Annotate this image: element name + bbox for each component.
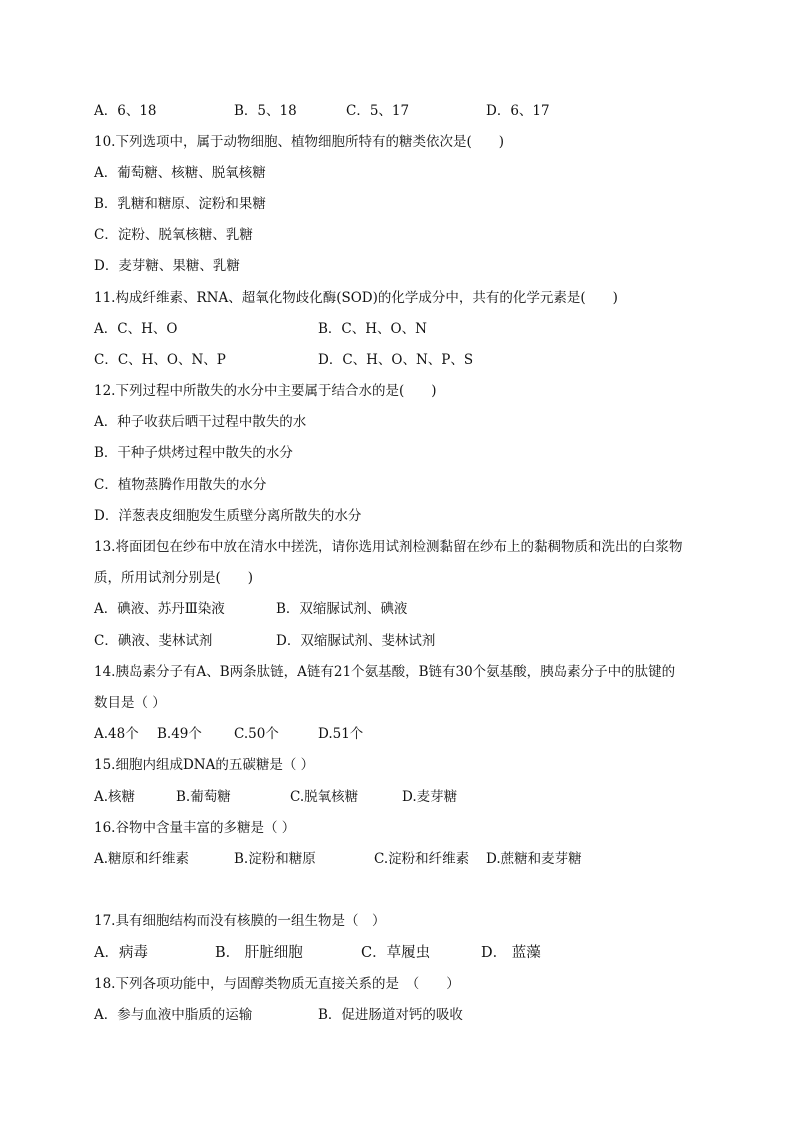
q18-option-b: B．促进肠道对钙的吸收 xyxy=(318,1007,463,1023)
q16-option-d: D.蔗糖和麦芽糖 xyxy=(486,851,582,867)
q14-option-a: A.48个 xyxy=(94,726,139,742)
q13-option-b: B．双缩脲试剂、碘液 xyxy=(276,601,408,617)
q17-option-d: D． 蓝藻 xyxy=(481,945,541,961)
q16-stem: 16.谷物中含量丰富的多糖是（ ） xyxy=(94,820,296,836)
q14-option-d: D.51个 xyxy=(318,726,364,742)
q12-stem: 12.下列过程中所散失的水分中主要属于结合水的是( ) xyxy=(94,383,437,399)
q17-option-c: C．草履虫 xyxy=(361,945,431,961)
q11-option-d: D．C、H、O、N、P、S xyxy=(318,352,474,368)
q11-stem: 11.构成纤维素、RNA、超氧化物歧化酶(SOD)的化学成分中，共有的化学元素是( ) xyxy=(94,290,618,306)
q18-stem: 18.下列各项功能中，与固醇类物质无直接关系的是 （ ） xyxy=(94,976,460,992)
q10-option-c: C．淀粉、脱氧核糖、乳糖 xyxy=(94,227,253,243)
q15-option-d: D.麦芽糖 xyxy=(402,789,458,805)
q15-option-c: C.脱氧核糖 xyxy=(290,789,359,805)
q13-option-a: A．碘液、苏丹Ⅲ染液 xyxy=(94,601,225,617)
q10-stem: 10.下列选项中，属于动物细胞、植物细胞所特有的糖类依次是( ) xyxy=(94,134,505,150)
q9-option-b: B．5、18 xyxy=(234,103,297,119)
q13-option-c: C．碘液、斐林试剂 xyxy=(94,633,213,649)
q12-option-b: B．干种子烘烤过程中散失的水分 xyxy=(94,445,293,461)
q13-option-d: D．双缩脲试剂、斐林试剂 xyxy=(276,633,436,649)
q9-option-d: D．6、17 xyxy=(486,103,550,119)
q13-stem-line1: 13.将面团包在纱布中放在清水中搓洗，请你选用试剂检测黏留在纱布上的黏稠物质和洗出的白浆物 xyxy=(94,539,683,555)
q10-option-d: D．麦芽糖、果糖、乳糖 xyxy=(94,258,240,274)
q11-option-b: B．C、H、O、N xyxy=(318,321,427,337)
q15-option-a: A.核糖 xyxy=(94,789,136,805)
q13-stem-line2: 质，所用试剂分别是( ) xyxy=(94,570,254,586)
q18-option-a: A．参与血液中脂质的运输 xyxy=(94,1007,253,1023)
q15-stem: 15.细胞内组成DNA的五碳糖是（ ） xyxy=(94,757,315,773)
q10-option-b: B．乳糖和糖原、淀粉和果糖 xyxy=(94,196,266,212)
q15-option-b: B.葡萄糖 xyxy=(176,789,231,805)
q12-option-a: A．种子收获后晒干过程中散失的水 xyxy=(94,414,307,430)
q14-stem-line2: 数目是（ ） xyxy=(94,695,166,711)
q11-option-a: A．C、H、O xyxy=(94,321,178,337)
q11-option-c: C．C、H、O、N、P xyxy=(94,352,226,368)
q9-option-a: A．6、18 xyxy=(94,103,157,119)
q9-option-c: C．5、17 xyxy=(346,103,410,119)
q14-stem-line1: 14.胰岛素分子有A、B两条肽链，A链有21个氨基酸，B链有30个氨基酸，胰岛素分子中的肽键的 xyxy=(94,664,676,680)
q17-stem: 17.具有细胞结构而没有核膜的一组生物是（ ） xyxy=(94,913,386,929)
q12-option-c: C．植物蒸腾作用散失的水分 xyxy=(94,477,267,493)
q16-option-a: A.糖原和纤维素 xyxy=(94,851,190,867)
q17-option-a: A．病毒 xyxy=(94,945,148,961)
q17-option-b: B． 肝脏细胞 xyxy=(215,945,303,961)
q16-option-b: B.淀粉和糖原 xyxy=(234,851,316,867)
q14-option-b: B.49个 xyxy=(157,726,202,742)
q10-option-a: A．葡萄糖、核糖、脱氧核糖 xyxy=(94,165,266,181)
q14-option-c: C.50个 xyxy=(234,726,279,742)
q16-option-c: C.淀粉和纤维素 xyxy=(374,851,470,867)
q12-option-d: D．洋葱表皮细胞发生质壁分离所散失的水分 xyxy=(94,508,362,524)
